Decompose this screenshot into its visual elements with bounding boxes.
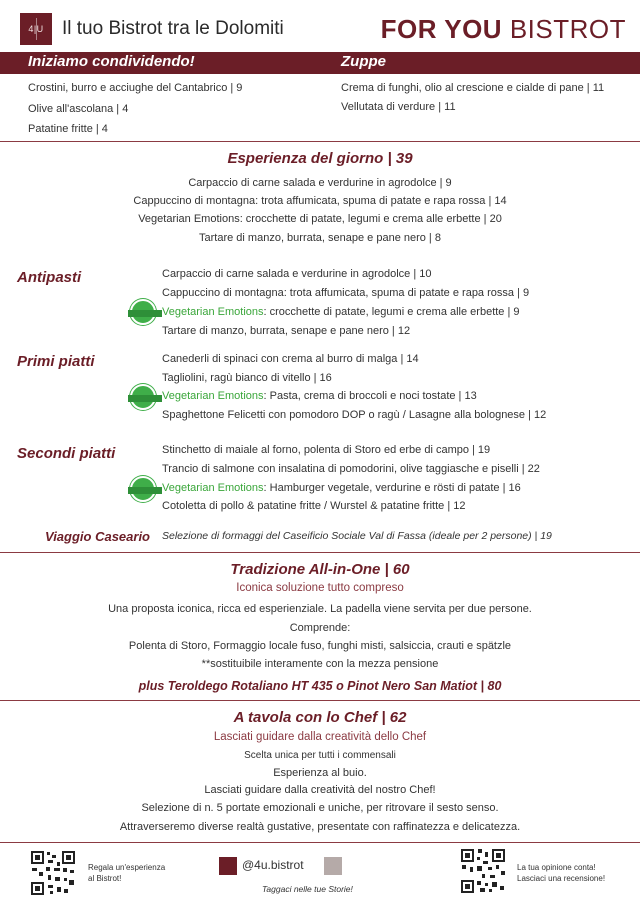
brand-name <box>381 14 626 45</box>
menu-item: Tartare di manzo, burrata, senape e pane nero | 8 <box>199 232 441 244</box>
review-line: La tua opinione conta! <box>517 863 596 872</box>
review-line: Lasciaci una recensione! <box>517 874 606 883</box>
divider <box>0 842 640 843</box>
vegetarian-dish: : Hamburger vegetale, verdurine e rösti di patate | 16 <box>263 482 521 494</box>
divider <box>0 552 640 553</box>
chef-subtitle: Lasciati guidare dalla creatività dello Chef <box>213 731 427 743</box>
tradizione-line: Polenta di Storo, Formaggio locale fuso, funghi misti, salsiccia, crauti e spätzle <box>128 640 512 652</box>
menu-item: Carpaccio di carne salada e verdurine in agrodolce | 10 <box>162 268 432 280</box>
review-text <box>517 862 605 884</box>
menu-item: Vegetarian Emotions: crocchette di patate, legumi e crema alle erbette | 20 <box>138 213 502 225</box>
vegetarian-dish: : crocchette di patate, legumi e crema alle erbette | 9 <box>263 306 520 318</box>
menu-item: Tartare di manzo, burrata, senape e pane nero | 12 <box>162 325 411 337</box>
vegetarian-label: Vegetarian Emotions <box>162 390 264 402</box>
menu-item: Olive all'ascolana | 4 <box>28 103 129 115</box>
vegetarian-dish: : Pasta, crema di broccoli e noci tostate | 13 <box>263 390 477 402</box>
menu-item: Carpaccio di carne salada e verdurine in agrodolce | 9 <box>188 177 452 189</box>
vegetarian-label: Vegetarian Emotions <box>162 306 264 318</box>
chef-line: Esperienza al buio. <box>273 767 367 779</box>
vegetarian-label: Vegetarian Emotions <box>162 482 264 494</box>
vegetarian-badge-icon <box>130 299 156 325</box>
chef-line: Scelta unica per tutti i commensali <box>244 750 396 761</box>
gift-qr-code-icon[interactable] <box>30 850 76 896</box>
tradizione-wine: plus Teroldego Rotaliano HT 435 o Pinot Nero San Matiot | 80 <box>138 679 502 693</box>
tradizione-line: Comprende: <box>289 622 351 634</box>
tagline: Il tuo Bistrot tra le Dolomiti <box>62 18 284 39</box>
menu-item: Stinchetto di maiale al forno, polenta di Storo ed erbe di campo | 19 <box>162 444 491 456</box>
menu-item: Cotoletta di pollo & patatine fritte / Wurstel & patatine fritte | 12 <box>162 500 466 512</box>
brand-bold: FOR YOU <box>380 14 503 44</box>
menu-item: Vellutata di verdure | 11 <box>341 101 456 113</box>
review-qr-code-icon[interactable] <box>460 848 506 894</box>
menu-item: Cappuccino di montagna: trota affumicata, spuma di patate e rapa rossa | 9 <box>162 287 530 299</box>
brand-mark-icon <box>324 857 342 875</box>
chef-title: A tavola con lo Chef | 62 <box>233 709 407 726</box>
caseario-title: Viaggio Caseario <box>45 529 150 544</box>
divider <box>0 700 640 701</box>
menu-item: Canederli di spinaci con crema al burro di malga | 14 <box>162 353 419 365</box>
chef-line: Attraverseremo diverse realtà gustative, presentate con raffinatezza e delicatezza. <box>119 821 521 833</box>
gift-text <box>88 862 165 884</box>
menu-item: Tagliolini, ragù bianco di vitello | 16 <box>162 372 332 384</box>
tradizione-title: Tradizione All-in-One | 60 <box>230 561 410 578</box>
soups-title: Zuppe <box>341 53 386 70</box>
antipasti-title: Antipasti <box>17 269 82 286</box>
instagram-handle[interactable]: @4u.bistrot <box>242 858 304 872</box>
chef-line: Selezione di n. 5 portate emozionali e uniche, per ritrovare il sesto senso. <box>141 802 499 814</box>
gift-line: al Bistrot! <box>88 874 122 883</box>
menu-item-vegetarian <box>162 390 477 402</box>
menu-item: Patatine fritte | 4 <box>28 123 108 135</box>
menu-item-vegetarian <box>162 482 521 494</box>
experience-title: Esperienza del giorno | 39 <box>227 150 413 167</box>
gift-line: Regala un'esperienza <box>88 863 166 872</box>
menu-item: Trancio di salmone con insalatina di pomodorini, olive taggiasche e piselli | 22 <box>162 463 540 475</box>
brand-light: BISTROT <box>509 14 626 44</box>
menu-item: Crema di funghi, olio al crescione e cialde di pane | 11 <box>341 82 605 94</box>
secondi-title: Secondi piatti <box>17 445 116 462</box>
menu-item: Cappuccino di montagna: trota affumicata, spuma di patate e rapa rossa | 14 <box>133 195 507 207</box>
logo-text: 4|U <box>28 24 44 34</box>
menu-item-vegetarian <box>162 306 520 318</box>
tradizione-subtitle: Iconica soluzione tutto compreso <box>236 582 404 594</box>
divider <box>0 141 640 142</box>
vegetarian-badge-icon <box>130 384 156 410</box>
brand-logo <box>20 13 52 45</box>
tradizione-line: Una proposta iconica, ricca ed esperienziale. La padella viene servita per due persone. <box>108 603 532 615</box>
starters-title: Iniziamo condividendo! <box>28 53 195 70</box>
menu-item: Crostini, burro e acciughe del Cantabrico | 9 <box>28 82 243 94</box>
primi-title: Primi piatti <box>17 353 95 370</box>
chef-line: Lasciati guidare dalla creatività del nostro Chef! <box>204 784 436 796</box>
instagram-logo-icon <box>219 857 237 875</box>
caseario-text: Selezione di formaggi del Caseificio Sociale Val di Fassa (ideale per 2 persone) | 19 <box>162 530 552 542</box>
menu-item: Spaghettone Felicetti con pomodoro DOP o ragù / Lasagne alla bolognese | 12 <box>162 409 547 421</box>
vegetarian-badge-icon <box>130 476 156 502</box>
tag-text: Taggaci nelle tue Storie! <box>262 884 353 894</box>
tradizione-line: **sostituibile interamente con la mezza pensione <box>201 658 439 670</box>
